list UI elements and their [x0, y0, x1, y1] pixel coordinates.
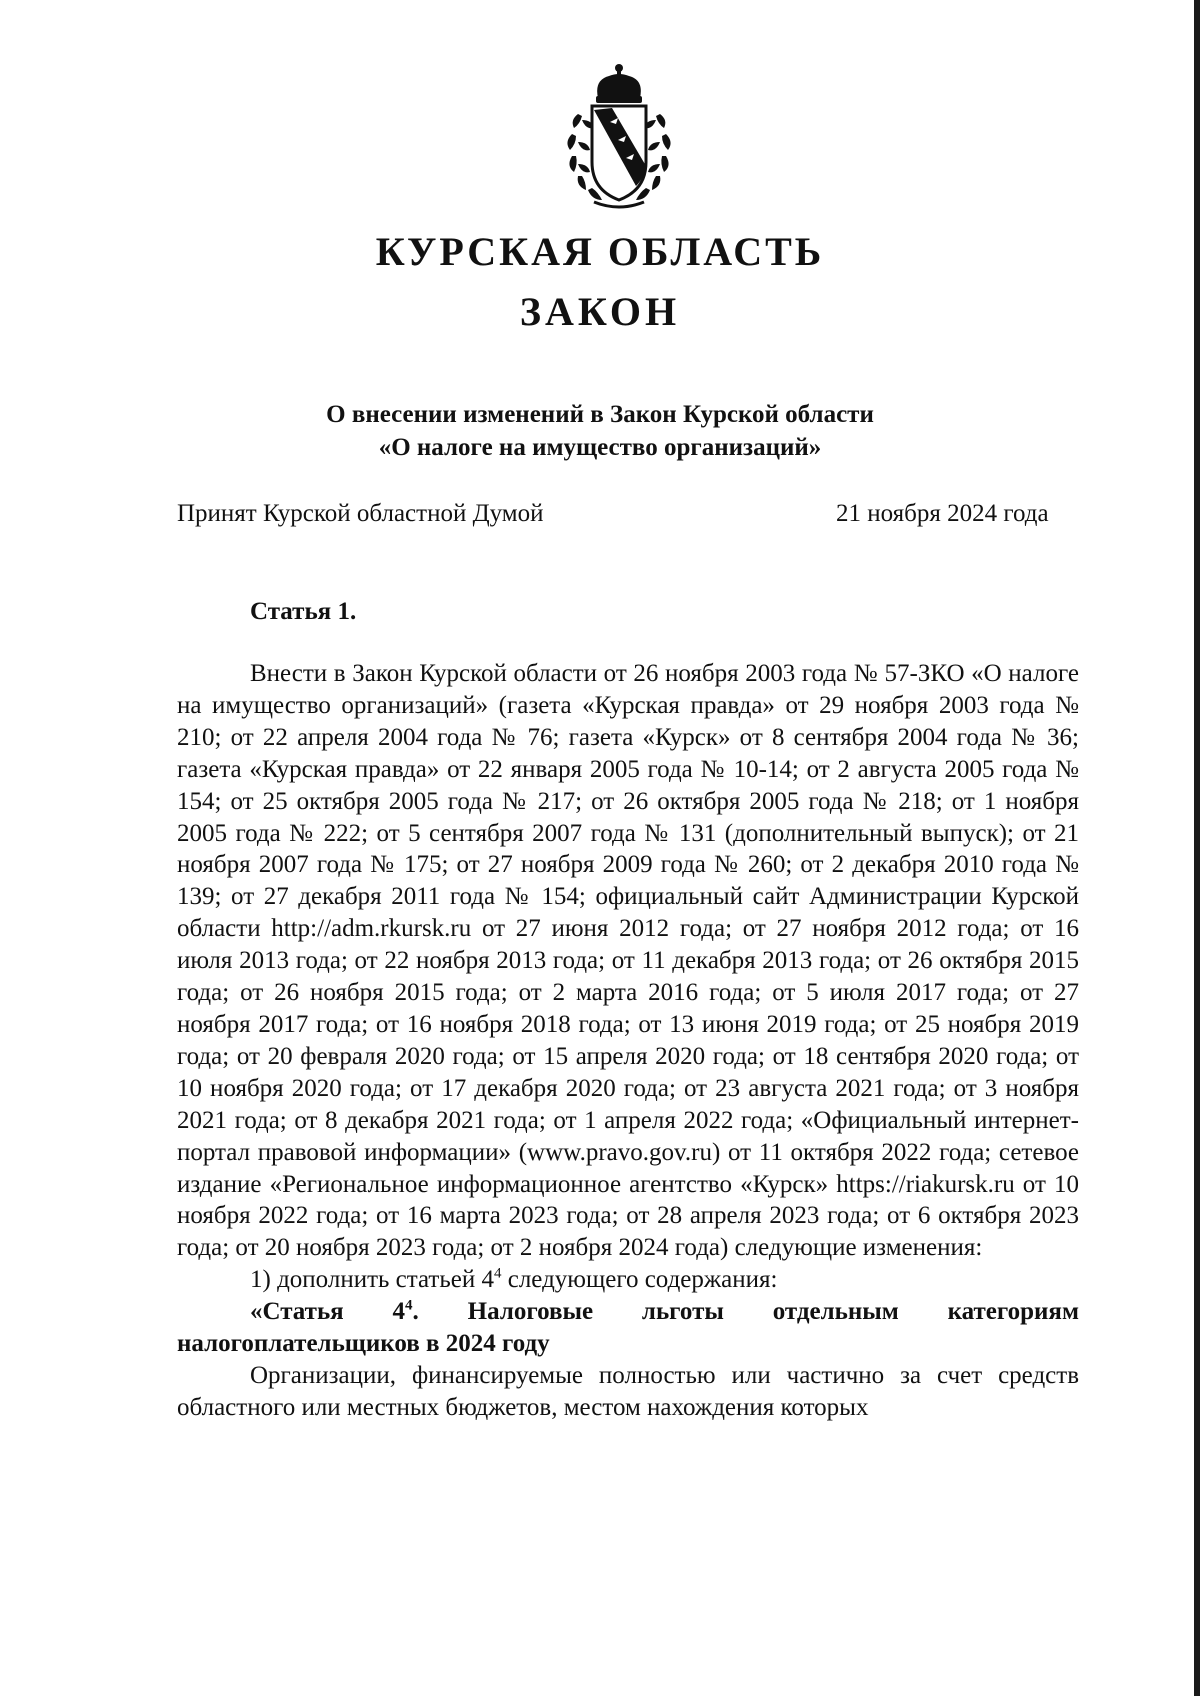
new-article-heading: [177, 1296, 1079, 1360]
new-article-heading-superscript: 4: [405, 1297, 413, 1314]
amendment-item-1-suffix: следующего содержания:: [501, 1266, 778, 1294]
document-type-heading: ЗАКОН: [519, 289, 681, 334]
article-1-paragraph: Внести в Закон Курской области от 26 ноября 2003 года № 57-ЗКО «О налоге на имущество организаций» (газета «Курская правда» от 29 ноября 2003 года № 210; от 22 апреля 2004 года № 76; газета «Курск» от 8 сентября 2004 года № 36; газета «Курская правда» от 22 января 2005 года № 10-14; от 2 августа 2005 года № 154; от 25 октября 2005 года № 217; от 26 октября 2005 года № 218; от 1 ноября 2005 года № 222; от 5 сентября 2007 года № 131 (дополнительный выпуск); от 21 ноября 2007 года № 175; от 27 ноября 2009 года № 260; от 2 декабря 2010 года № 139; от 27 декабря 2011 года № 154; официальный сайт Администрации Курской области http://adm.rkursk.ru от 27 июня 2012 года; от 27 ноября 2012 года; от 16 июля 2013 года; от 22 ноября 2013 года; от 11 декабря 2013 года; от 26 октября 2015 года; от 26 ноября 2015 года; от 2 марта 2016 года; от 5 июля 2017 года; от 27 ноября 2017 года; от 16 ноября 2018 года; от 13 июня 2019 года; от 25 ноября 2019 года; от 20 февраля 2020 года; от 15 апреля 2020 года; от 18 сентября 2020 года; от 10 ноября 2020 года; от 17 декабря 2020 года; от 23 августа 2021 года; от 3 ноября 2021 года; от 8 декабря 2021 года; от 1 апреля 2022 года; «Официальный интернет-портал правовой информации» (www.pravo.gov.ru) от 11 октября 2022 года; сетевое издание «Региональное информационное агентство «Курск» https://riakursk.ru от 10 ноября 2022 года; от 16 марта 2023 года; от 28 апреля 2023 года; от 6 октября 2023 года; от 20 ноября 2023 года; от 2 ноября 2024 года) следующие изменения:: [177, 660, 1079, 1262]
amendment-item-1-superscript: 4: [493, 1265, 502, 1282]
region-heading: КУРСКАЯ ОБЛАСТЬ: [375, 229, 825, 274]
adoption-date: 21 ноября 2024 года: [836, 500, 1049, 527]
law-title-line-1: О внесении изменений в Закон Курской области: [326, 401, 874, 428]
article-1-heading: Статья 1.: [250, 598, 357, 625]
adopted-by: Принят Курской областной Думой: [177, 500, 544, 527]
amendment-item-1: [177, 1264, 1079, 1296]
article-1-body: [177, 658, 1079, 1424]
amendment-item-1-prefix: 1) дополнить статьей 4: [250, 1266, 494, 1294]
law-title: [0, 398, 1200, 464]
new-article-text: Организации, финансируемые полностью или частично за счет средств областного или местных бюджетов, местом нахождения которых: [177, 1361, 1079, 1421]
coat-of-arms-emblem: [564, 62, 674, 212]
new-article-heading-prefix: «Статья 4: [250, 1298, 406, 1326]
new-article-heading-suffix: . Налоговые льготы отдельным категориям налогоплательщиков в 2024 году: [177, 1298, 1079, 1358]
law-title-line-2: «О налоге на имущество организаций»: [378, 434, 822, 461]
